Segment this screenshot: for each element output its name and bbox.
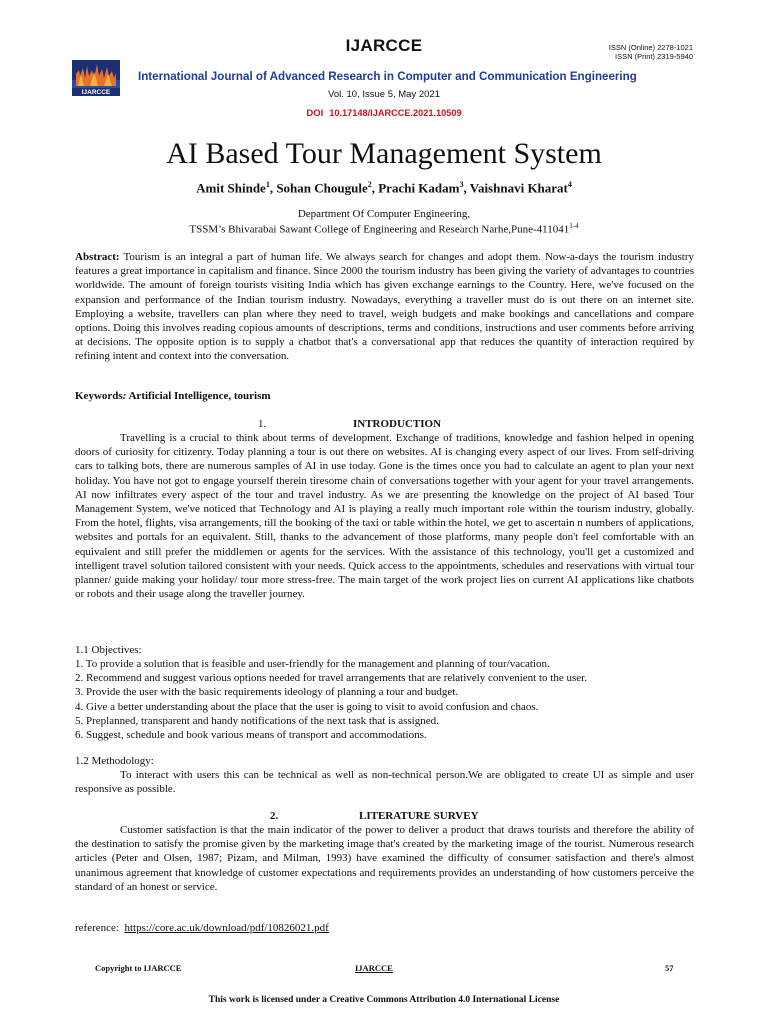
literature-section-number: 2. — [270, 810, 279, 822]
college-sup: 1-4 — [569, 222, 579, 230]
author-separator: , — [463, 180, 470, 196]
intro-paragraph: Travelling is a crucial to think about terms of development. Exchange of traditions, knowledge and fashion helped in opening doors of curiosity for citizenry. Today planning a tour is out there on websites. AI is changing every aspect of our lives. From self-driving cars to talking bots, there are numerous samples of AI in use today. Gone is the times once you had to calculate an agent to plan your next holiday. You have not got to engage yourself therein tiresome chain of conversations together with your agent for your travel arrangements. AI now infiltrates every aspect of the tour and travel industry. As we are presenting the knowledge on the project of AI based Tour Management System, we've noticed that Technology and AI is playing a really much important role within the tourism industry, globally. From the hotel, flights, visa arrangements, till the booking of the taxi or table within the hotel, we get to ascertain n numbers of applications, websites and portals for an equivalent. Still, thanks to the advancement of those platforms, many people don't feel comfortable with an equivalent and still prefer the middlemen or agents for the services. With the assistance of this technology, you'll get a customized and intelligent travel solution tailored consistent with your needs. Quick access to the appointments, schedules and reservations with virtual tour planner/ guide making your holiday/ tour more stress-free. The main target of the work project lies on current AI applications like chatbots or robots and their usage along the traveller journey. — [75, 432, 694, 601]
doi-label: DOI — [306, 108, 324, 119]
intro-section-number: 1. — [258, 418, 267, 430]
license-notice: This work is licensed under a Creative Commons Attribution 4.0 International License — [208, 995, 560, 1005]
author-list — [0, 180, 768, 196]
footer-copyright: Copyright to IJARCCE — [95, 963, 182, 973]
list-item: 6. Suggest, schedule and book various means of transport and accommodations. — [75, 729, 427, 742]
volume-line: Vol. 10, Issue 5, May 2021 — [328, 89, 440, 100]
keywords-colon: : — [122, 390, 127, 402]
author-affiliation-sup: 3 — [459, 180, 464, 189]
journal-abbrev: IJARCCE — [345, 36, 423, 55]
college — [0, 222, 768, 236]
reference-label: reference: — [75, 922, 125, 934]
reference-link[interactable]: https://core.ac.uk/download/pdf/10826021.pdf — [124, 922, 329, 934]
issn-print: ISSN (Print) 2319-5940 — [615, 52, 693, 61]
author-name: Amit Shinde — [196, 180, 266, 196]
abstract-text: Tourism is an integral a part of human life. We always search for changes and adopt them. Now-a-days the tourism industry features a great importance in capitalism and finance. Since 2000 the tourism industry has been giving the variety of advantages to countries worldwide. The amount of foreign tourists visiting India which has given exchange earnings to the Country. Here, we've focused on the expansion and performance of the Indian tourism industry. Nowadays, everything a traveller must do is out there on an internet site. Employing a website, travellers can plan where they need to travel, weigh budgets and make bookings and cancellations and compare options. Doing this involves reading copious amounts of descriptions, terms and conditions, instructions and user comments before arriving at decisions. The opposite option is to supply a chatbot that's a conversational app that reduces the quantity of interaction required by refining intent and context into the conversation. — [75, 251, 694, 363]
methodology-heading: 1.2 Methodology: — [75, 755, 154, 767]
literature-paragraph: Customer satisfaction is that the main indicator of the power to deliver a product that draws tourists and therefore the ability of the destination to satisfy the promise given by the marketing image that's created by the marketing image of the tourist. Numerous research articles (Peter and Olsen, 1987; Pizam, and Milman, 1993) have examined the difficulty of consumer satisfaction and there's almost unanimous agreement that knowledge of customer expectations and requirements provides an understanding of how customers perceive the standard of an honest or service. — [75, 824, 694, 893]
author-affiliation-sup: 4 — [567, 180, 572, 189]
issn-block — [609, 43, 693, 61]
list-item: 3. Provide the user with the basic requirements ideology of planning a tour and budget. — [75, 686, 459, 699]
keywords — [75, 390, 271, 402]
methodology-paragraph: To interact with users this can be technical as well as non-technical person.We are obligated to create UI as simple and user responsive as possible. — [75, 769, 694, 796]
journal-name: International Journal of Advanced Research in Computer and Communication Engineering — [138, 70, 637, 83]
objectives-heading: 1.1 Objectives: — [75, 644, 142, 656]
author-name: Sohan Chougule — [276, 180, 368, 196]
author-name: Prachi Kadam — [378, 180, 460, 196]
keywords-text: Artificial Intelligence, tourism — [126, 390, 271, 402]
author-affiliation-sup: 1 — [265, 180, 270, 189]
abstract — [75, 250, 694, 364]
author-separator: , — [371, 180, 379, 196]
author-separator: , — [269, 180, 277, 196]
abstract-label: Abstract: — [75, 251, 120, 263]
list-item: 4. Give a better understanding about the place that the user is going to visit to avoid confusion and chaos. — [75, 700, 539, 713]
reference — [75, 922, 329, 934]
list-item: 5. Preplanned, transparent and handy notifications of the next task that is assigned. — [75, 714, 439, 727]
doi-line — [0, 108, 768, 119]
doi-value[interactable]: 10.17148/IJARCCE.2021.10509 — [329, 108, 462, 118]
logo-text: IJARCCE — [81, 89, 111, 96]
footer-journal: IJARCCE — [355, 963, 393, 973]
keywords-label: Keywords — [75, 390, 123, 402]
paper-title: AI Based Tour Management System — [166, 137, 602, 170]
page-number: 57 — [665, 963, 674, 973]
author-affiliation-sup: 2 — [367, 180, 372, 189]
college-name: TSSM’s Bhivarabai Sawant College of Engineering and Research Narhe,Pune-411041 — [189, 223, 570, 236]
author-name: Vaishnavi Kharat — [469, 180, 568, 196]
intro-heading: INTRODUCTION — [353, 418, 442, 430]
list-item: 2. Recommend and suggest various options needed for travel arrangements that are relatively convenient to the user. — [75, 672, 587, 685]
literature-heading: LITERATURE SURVEY — [359, 810, 479, 822]
department: Department Of Computer Engineering, — [297, 208, 471, 220]
issn-online: ISSN (Online) 2278-1021 — [608, 43, 693, 52]
objectives-list — [75, 657, 587, 742]
list-item: 1. To provide a solution that is feasible and user-friendly for the management and planning of tour/vacation. — [75, 658, 550, 670]
